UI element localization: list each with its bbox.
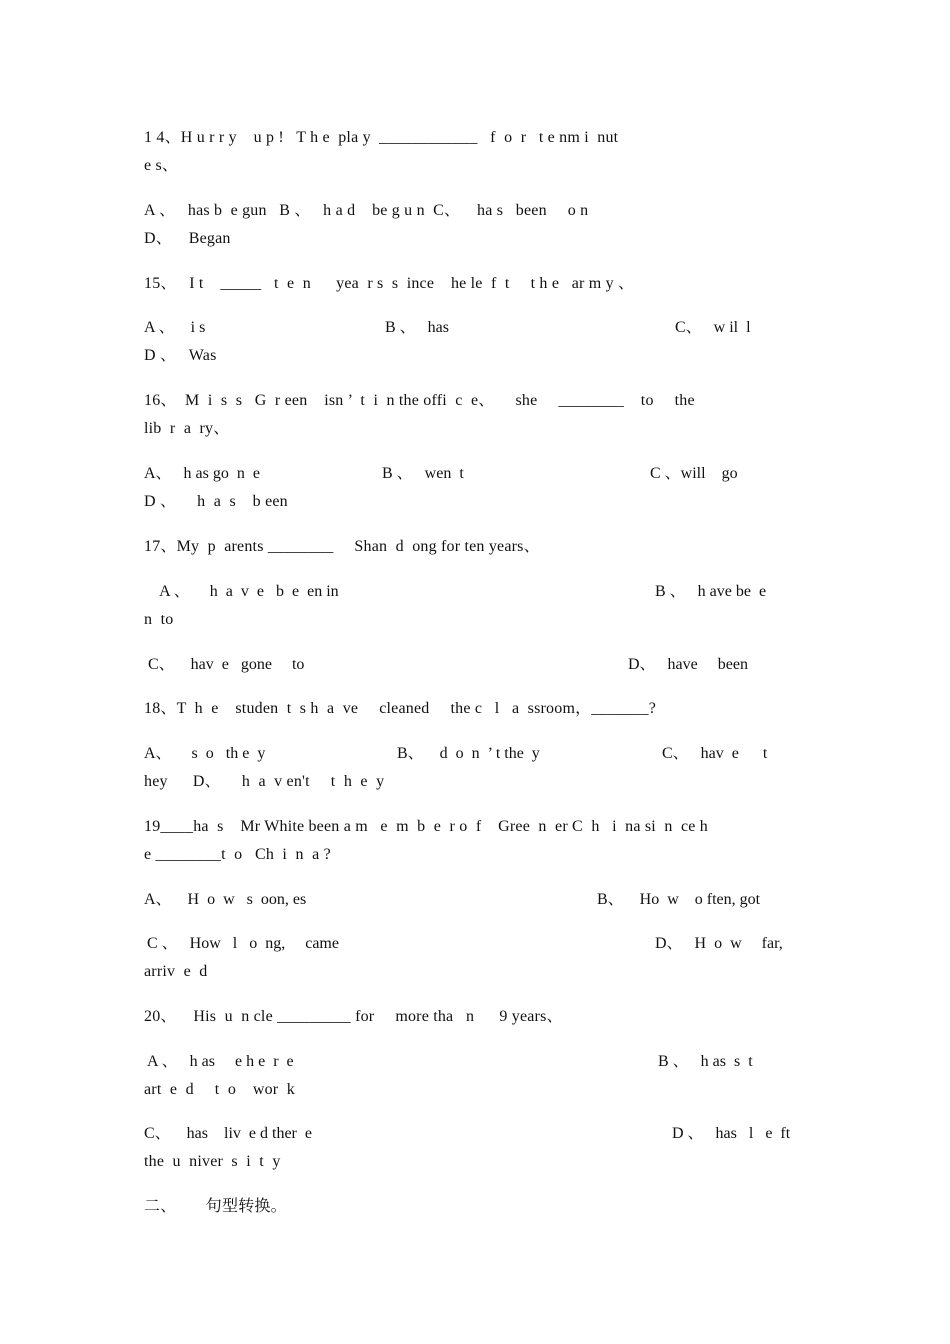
question-15-option-a: A 、 i s [144, 319, 206, 336]
question-19-option-b: B、 Ho w o ften, got [597, 891, 761, 908]
question-20-option-d: D 、 has l e ft [672, 1125, 791, 1142]
question-17-option-b-cont: n to [144, 611, 174, 628]
question-19-option-a: A、 H o w s oon, es [144, 891, 307, 908]
question-19-option-d-cont: arriv e d [144, 963, 208, 980]
question-18-option-c: C、 hav e t [662, 745, 768, 762]
question-15-stem: 15、 I t _____ t e n yea r s s ince he le f t t h e ar m y 、 [144, 275, 635, 292]
section-heading: 二、 句型转换。 [144, 1198, 287, 1215]
question-16-option-c: C 、will go [650, 465, 738, 482]
question-14-option-d: D、 Began [144, 230, 231, 247]
question-17-option-a: A 、 h a v e b e en in [144, 583, 339, 600]
question-20-option-a: A 、 h as e h e r e [147, 1053, 294, 1070]
question-16-option-d: D 、 h a s b een [144, 493, 288, 510]
question-19-option-d: D、 H o w far, [655, 935, 783, 952]
question-20-option-d-cont: the u niver s i t y [144, 1153, 281, 1170]
question-20-option-b-cont: art e d t o wor k [144, 1081, 295, 1098]
question-20-option-b: B 、 h as s t [658, 1053, 753, 1070]
question-16-option-b: B 、 wen t [382, 465, 464, 482]
question-15-option-c: C、 w il l [675, 319, 751, 336]
question-17-option-b: B 、 h ave be e [655, 583, 767, 600]
question-18-stem: 18、T h e studen t s h a ve cleaned the c l a ssroom，_______? [144, 700, 657, 717]
question-20-option-c: C、 has liv e d ther e [144, 1125, 312, 1142]
question-15-option-b: B 、 has [385, 319, 450, 336]
question-18-option-c-cont: hey D、 h a v en't t h e y [144, 773, 385, 790]
question-20-stem: 20、 His u n cle _________ for more tha n 9 years、 [144, 1008, 563, 1025]
question-14-stem: 1 4、H u r r y u p ! T h e pla y ____________ f o r t e nm i nut [144, 129, 619, 146]
question-17-option-c: C、 hav e gone to [144, 656, 305, 673]
question-16-stem: 16、 M i s s G r een isn ’ t i n the offi c e、 she ________ to the [144, 392, 695, 409]
question-19-stem: 19____ha s Mr White been a m e m b e r o f Gree n er C h i na si n ce h [144, 818, 708, 835]
question-18-option-b: B、 d o n ’ t the y [397, 745, 540, 762]
question-16-option-a: A、 h as go n e [144, 465, 260, 482]
question-14-stem-cont: e s、 [144, 157, 179, 174]
question-16-stem-cont: lib r a ry、 [144, 420, 230, 437]
question-17-stem: 17、My p arents ________ Shan d ong for ten years、 [144, 538, 540, 555]
question-15-option-d: D 、 Was [144, 347, 217, 364]
question-14-options: A 、 has b e gun B 、 h a d be g u n C、 ha s been o n [144, 202, 589, 219]
question-17-option-d: D、 have been [628, 656, 748, 673]
question-19-option-c: C 、 How l o ng, came [147, 935, 339, 952]
question-18-option-a: A、 s o th e y [144, 745, 266, 762]
question-19-stem-cont: e ________t o Ch i n a ? [144, 846, 331, 863]
